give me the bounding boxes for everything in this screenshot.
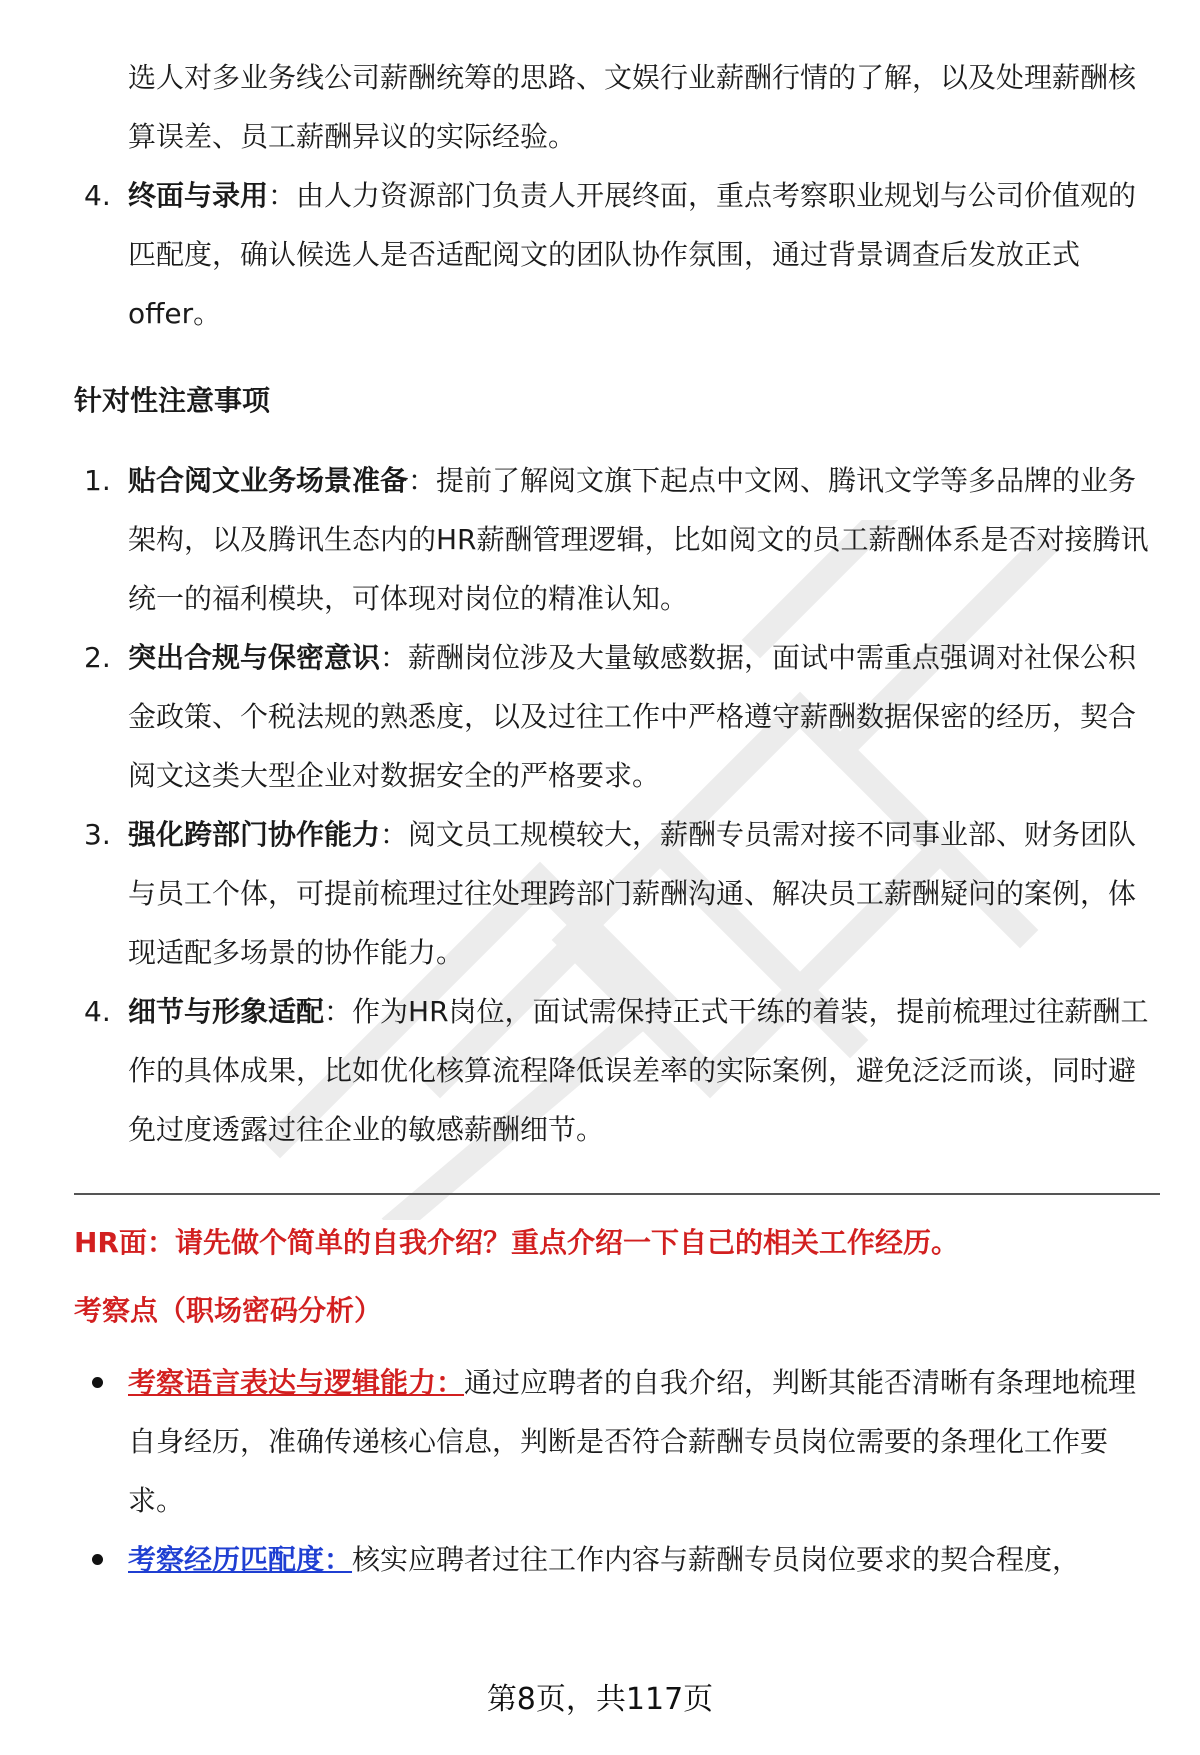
term-separator: ： (268, 179, 297, 212)
list-term: 贴合阅文业务场景准备 (128, 464, 409, 497)
section-divider (74, 1193, 1160, 1195)
bullet-dot-icon (92, 1377, 103, 1388)
page-footer: 第8页，共117页 (486, 1682, 714, 1717)
list-text: 作为HR岗位，面试需保持正式干练的着装，提前梳理过往薪酬工作的具体成果，比如优化核算流程降低误差率的实际案例，避免泛泛而谈，同时避免过度透露过往企业的敏感薪酬细节。 (128, 995, 1149, 1146)
list-text: 由人力资源部门负责人开展终面，重点考察职业规划与公司价值观的匹配度，确认候选人是否适配阅文的团队协作氛围，通过背景调查后发放正式offer。 (128, 179, 1137, 330)
assessment-point-item (74, 1530, 1160, 1589)
notes-list-item (74, 805, 1160, 982)
term-separator: ： (380, 818, 409, 851)
list-text: 提前了解阅文旗下起点中文网、腾讯文学等多品牌的业务架构，以及腾讯生态内的HR薪酬管理逻辑，比如阅文的员工薪酬体系是否对接腾讯统一的福利模块，可体现对岗位的精准认知。 (128, 464, 1149, 615)
assessment-point-item (74, 1353, 1160, 1530)
hr-question-title: HR面：请先做个简单的自我介绍？重点介绍一下自己的相关工作经历。 (74, 1226, 959, 1259)
assessment-point-link[interactable]: 考察语言表达与逻辑能力： (128, 1366, 465, 1399)
list-term: 突出合规与保密意识 (128, 641, 381, 674)
list-number: 3. (84, 818, 111, 851)
term-separator: ： (380, 641, 409, 674)
list-text: 薪酬岗位涉及大量敏感数据，面试中需重点强调对社保公积金政策、个税法规的熟悉度，以及过往工作中严格遵守薪酬数据保密的经历，契合阅文这类大型企业对数据安全的严格要求。 (128, 641, 1137, 792)
list-number: 4. (84, 179, 111, 212)
list-text: 阅文员工规模较大，薪酬专员需对接不同事业部、财务团队与员工个体，可提前梳理过往处理跨部门薪酬沟通、解决员工薪酬疑问的案例，体现适配多场景的协作能力。 (128, 818, 1137, 969)
notes-list-item (74, 628, 1160, 805)
list-term: 强化跨部门协作能力 (128, 818, 381, 851)
term-separator: ： (324, 995, 353, 1028)
assessment-point-text: 通过应聘者的自我介绍，判断其能否清晰有条理地梳理自身经历，准确传递核心信息，判断是否符合薪酬专员岗位需要的条理化工作要求。 (128, 1366, 1137, 1517)
notes-list-item (74, 982, 1160, 1159)
list-term: 细节与形象适配 (128, 995, 325, 1028)
list-term: 终面与录用 (128, 179, 269, 212)
list-number: 2. (84, 641, 111, 674)
notes-list-item (74, 451, 1160, 628)
assessment-point-link[interactable]: 考察经历匹配度： (128, 1543, 353, 1576)
document-content (74, 48, 1160, 1589)
list-number: 1. (84, 464, 111, 497)
assessment-points-title: 考察点（职场密码分析） (74, 1294, 383, 1327)
intro-continuation: 选人对多业务线公司薪酬统筹的思路、文娱行业薪酬行情的了解，以及处理薪酬核算误差、员工薪酬异议的实际经验。 (128, 61, 1137, 153)
notes-section-title: 针对性注意事项 (74, 384, 271, 417)
bullet-dot-icon (92, 1554, 103, 1565)
assessment-point-text: 核实应聘者过往工作内容与薪酬专员岗位要求的契合程度， (352, 1543, 1081, 1576)
term-separator: ： (408, 464, 437, 497)
list-number: 4. (84, 995, 111, 1028)
process-list-item (74, 166, 1160, 343)
